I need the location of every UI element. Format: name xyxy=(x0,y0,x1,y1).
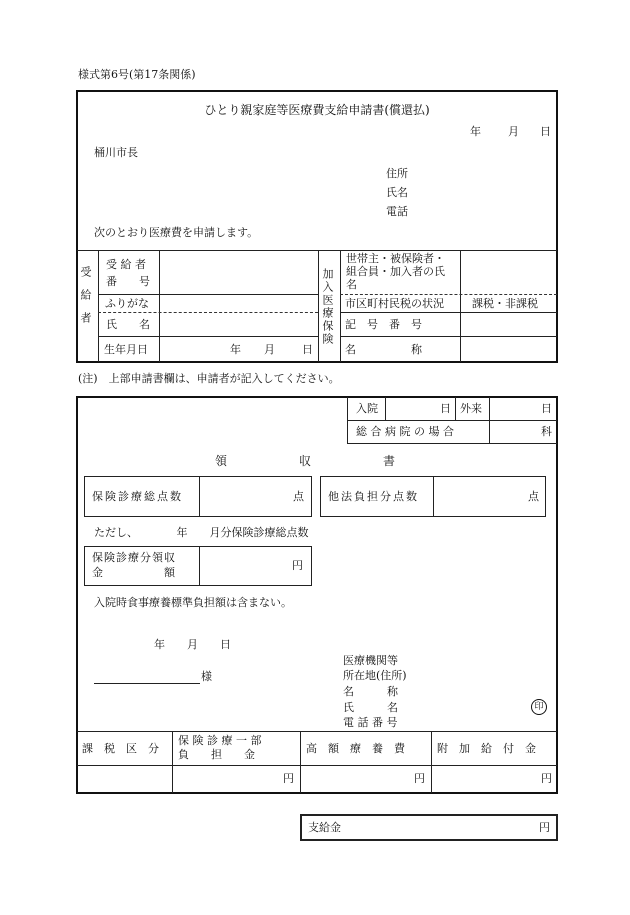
insurance-points-label: 保険診療総点数 xyxy=(92,490,183,503)
header-copay: 保 険 診 療 一 部 負 担 金 xyxy=(178,734,262,761)
address-label: 住所 xyxy=(386,167,408,180)
institution-label-2: 名 称 xyxy=(343,685,398,698)
seal-mark: 印 xyxy=(531,699,547,715)
outpatient-unit: 日 xyxy=(541,402,552,415)
general-hospital-unit: 科 xyxy=(541,425,552,438)
date-month: 月 xyxy=(508,125,519,138)
receipt-date: 年 月 日 xyxy=(154,638,231,651)
institution-label-0: 医療機関等 xyxy=(343,654,398,667)
general-hospital-label: 総 合 病 院 の 場 合 xyxy=(356,425,454,438)
note: (注) 上部申請書欄は、申請者が記入してください。 xyxy=(78,372,340,385)
header-tax-class: 課 税 区 分 xyxy=(82,742,159,755)
header-high-cost: 高 額 療 養 費 xyxy=(306,742,405,755)
birthdate-label: 生年月日 xyxy=(104,343,148,356)
institution-label-3: 氏 名 xyxy=(343,701,398,714)
receipt-title: 領 収 書 xyxy=(215,454,396,468)
copay-unit: 円 xyxy=(283,772,294,785)
sama-label: 様 xyxy=(201,670,212,683)
date-year: 年 xyxy=(470,125,481,138)
symbol-number-label: 記 号 番 号 xyxy=(345,318,422,331)
addressee: 桶川市長 xyxy=(94,146,138,159)
header-additional-benefit: 附 加 給 付 金 xyxy=(437,742,536,755)
addressee-line xyxy=(94,683,200,684)
meal-note: 入院時食事療養標準負担額は含まない。 xyxy=(94,596,292,609)
form-title: ひとり親家庭等医療費支給申請書(償還払) xyxy=(204,103,430,117)
furigana-label: ふりがな xyxy=(105,297,149,310)
payment-unit: 円 xyxy=(539,821,550,834)
birth-month: 月 xyxy=(264,343,275,356)
insurance-points-unit: 点 xyxy=(293,490,304,503)
insurance-amount-label: 保険診療分領収 金 額 xyxy=(92,551,176,579)
outpatient-label: 外来 xyxy=(460,402,482,415)
recipient-side-label: 受給者 xyxy=(79,266,92,335)
birth-day: 日 xyxy=(302,343,313,356)
high-cost-unit: 円 xyxy=(414,772,425,785)
tax-status-label: 市区町村民税の状況 xyxy=(345,297,444,310)
applicant-name-label: 氏名 xyxy=(386,186,408,199)
inpatient-label: 入院 xyxy=(356,402,378,415)
institution-label-4: 電 話 番 号 xyxy=(343,716,398,729)
proviso: ただし、 年 月分保険診療総点数 xyxy=(94,526,309,539)
phone-label: 電話 xyxy=(386,205,408,218)
recipient-name-label: 氏 名 xyxy=(106,318,150,331)
request-statement: 次のとおり医療費を申請します。 xyxy=(94,226,259,239)
other-law-unit: 点 xyxy=(528,490,539,503)
other-law-label: 他法負担分点数 xyxy=(328,490,419,503)
insurance-name-label: 名 称 xyxy=(345,343,422,356)
recipient-number-label: 受 給 者 番 号 xyxy=(106,258,150,288)
payment-label: 支給金 xyxy=(308,821,341,834)
institution-label-1: 所在地(住所) xyxy=(343,669,407,682)
inpatient-unit: 日 xyxy=(440,402,451,415)
form-number: 様式第6号(第17条関係) xyxy=(78,68,196,81)
insurance-side-label: 加入医療保険 xyxy=(321,268,334,346)
household-label: 世帯主・被保険者・ 組合員・加入者の氏 名 xyxy=(346,252,445,291)
tax-status-value: 課税・非課税 xyxy=(472,297,538,310)
birth-year: 年 xyxy=(230,343,241,356)
additional-benefit-unit: 円 xyxy=(541,772,552,785)
date-day: 日 xyxy=(540,125,551,138)
insurance-amount-unit: 円 xyxy=(292,559,303,572)
